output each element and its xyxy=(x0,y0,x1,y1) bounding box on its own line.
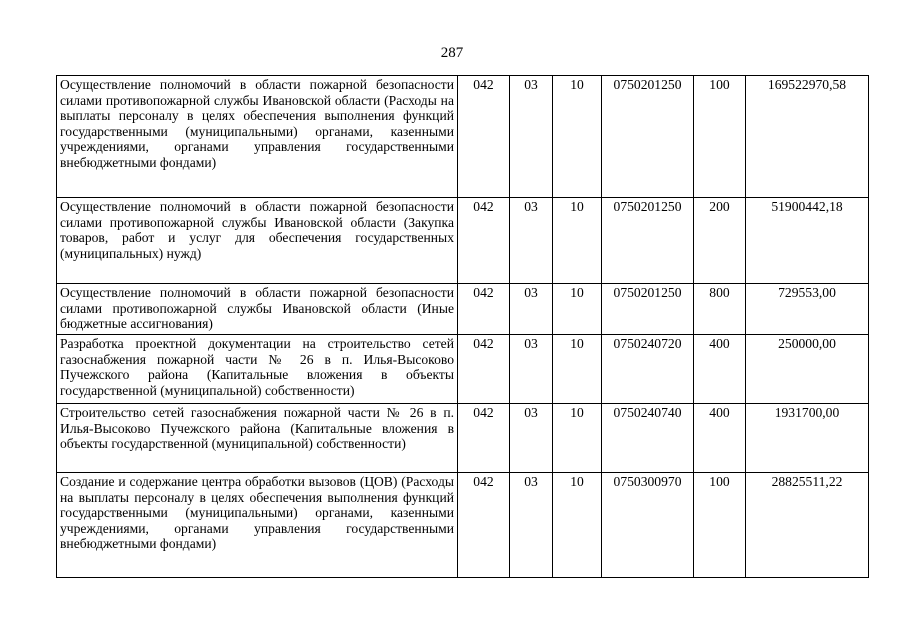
section-code-cell: 03 xyxy=(510,76,553,198)
expense-type-cell: 800 xyxy=(694,284,746,335)
section-code-cell: 03 xyxy=(510,473,553,578)
admin-code-cell: 042 xyxy=(458,335,510,404)
table-row xyxy=(57,473,869,578)
admin-code-cell: 042 xyxy=(458,198,510,284)
row-description: Осуществление полномочий в области пожарной безопасности силами противопожарной службы Ивановской области (Иные бюджетные ассигнования) xyxy=(57,284,458,335)
table-row xyxy=(57,198,869,284)
table-row xyxy=(57,76,869,198)
target-article-cell: 0750240720 xyxy=(602,335,694,404)
admin-code-cell: 042 xyxy=(458,473,510,578)
subsection-code-cell: 10 xyxy=(553,404,602,473)
expense-type-cell: 400 xyxy=(694,335,746,404)
row-description: Осуществление полномочий в области пожарной безопасности силами противопожарной службы Ивановской области (Закупка товаров, работ и услуг для обеспечения государственных (муниципальных) нужд) xyxy=(57,198,458,284)
target-article-cell: 0750201250 xyxy=(602,198,694,284)
subsection-code-cell: 10 xyxy=(553,76,602,198)
section-code-cell: 03 xyxy=(510,335,553,404)
row-description: Разработка проектной документации на строительство сетей газоснабжения пожарной части № 26 в п. Илья-Высоково Пучежского района (Капитальные вложения в объекты государственной (муниципальной) собственности) xyxy=(57,335,458,404)
admin-code-cell: 042 xyxy=(458,284,510,335)
admin-code-cell: 042 xyxy=(458,404,510,473)
section-code-cell: 03 xyxy=(510,404,553,473)
amount-cell: 169522970,58 xyxy=(746,76,869,198)
amount-cell: 729553,00 xyxy=(746,284,869,335)
admin-code-cell: 042 xyxy=(458,76,510,198)
target-article-cell: 0750201250 xyxy=(602,76,694,198)
amount-cell: 28825511,22 xyxy=(746,473,869,578)
page-number: 287 xyxy=(440,45,464,61)
target-article-cell: 0750240740 xyxy=(602,404,694,473)
budget-table xyxy=(56,75,869,578)
expense-type-cell: 400 xyxy=(694,404,746,473)
table-row xyxy=(57,284,869,335)
expense-type-cell: 100 xyxy=(694,473,746,578)
row-description: Строительство сетей газоснабжения пожарной части № 26 в п. Илья-Высоково Пучежского района (Капитальные вложения в объекты государственной (муниципальной) собственности) xyxy=(57,404,458,473)
target-article-cell: 0750300970 xyxy=(602,473,694,578)
section-code-cell: 03 xyxy=(510,284,553,335)
amount-cell: 250000,00 xyxy=(746,335,869,404)
amount-cell: 51900442,18 xyxy=(746,198,869,284)
expense-type-cell: 100 xyxy=(694,76,746,198)
row-description: Осуществление полномочий в области пожарной безопасности силами противопожарной службы Ивановской области (Расходы на выплаты персоналу в целях обеспечения выполнения функций государственными (муниципальными) органами, казенными учреждениями, органами управления государственными внебюджетными фондами) xyxy=(57,76,458,198)
row-description: Создание и содержание центра обработки вызовов (ЦОВ) (Расходы на выплаты персоналу в целях обеспечения выполнения функций государственными (муниципальными) органами, казенными учреждениями, органами управления государственными внебюджетными фондами) xyxy=(57,473,458,578)
subsection-code-cell: 10 xyxy=(553,284,602,335)
amount-cell: 1931700,00 xyxy=(746,404,869,473)
subsection-code-cell: 10 xyxy=(553,335,602,404)
subsection-code-cell: 10 xyxy=(553,198,602,284)
table-row xyxy=(57,404,869,473)
table-row xyxy=(57,335,869,404)
expense-type-cell: 200 xyxy=(694,198,746,284)
section-code-cell: 03 xyxy=(510,198,553,284)
subsection-code-cell: 10 xyxy=(553,473,602,578)
target-article-cell: 0750201250 xyxy=(602,284,694,335)
